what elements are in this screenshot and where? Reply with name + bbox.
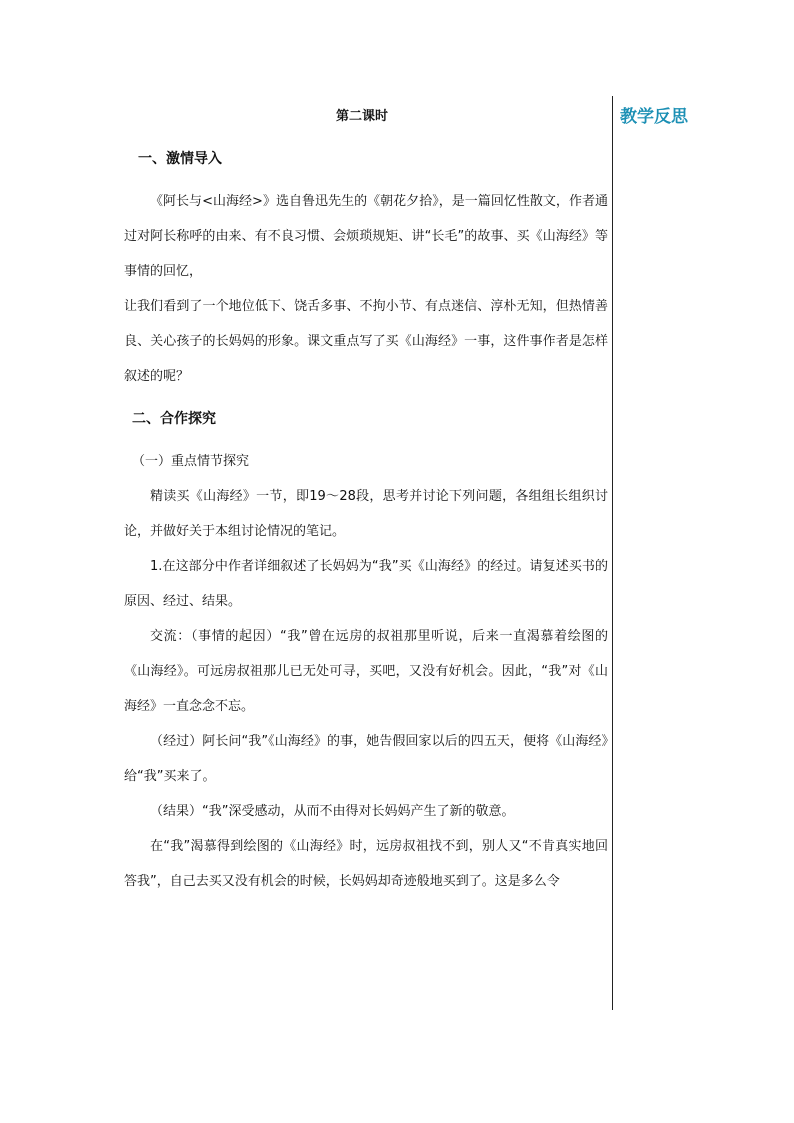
answer-process: （经过）阿长问“我”《山海经》的事，她告假回家以后的四五天，便将《山海经》给“我”买来了。 bbox=[124, 734, 608, 784]
intro-paragraph-2: 让我们看到了一个地位低下、饶舌多事、不拘小节、有点迷信、淳朴无知，但热情善良、关心孩子的长妈妈的形象。课文重点写了买《山海经》一事，这件事作者是怎样叙述的呢？ bbox=[124, 299, 608, 384]
reflection-column bbox=[620, 102, 780, 127]
answer-cause: 交流：（事情的起因）“我”曾在远房的叔祖那里听说，后来一直渴慕着绘图的《山海经》。可远房叔祖那儿已无处可寻，买吧，又没有好机会。因此，“我”对《山海经》一直念念不忘。 bbox=[124, 629, 608, 714]
question-1: 1.在这部分中作者详细叙述了长妈妈为“我”买《山海经》的经过。请复述买书的原因、经过、结果。 bbox=[124, 559, 608, 609]
analysis-paragraph: 在“我”渴慕得到绘图的《山海经》时，远房叔祖找不到，别人又“不肯真实地回答我”，自己去买又没有机会的时候，长妈妈却奇迹般地买到了。这是多么令 bbox=[124, 839, 608, 889]
subsection-heading-key-plot: （一）重点情节探究 bbox=[132, 454, 250, 469]
lesson-content bbox=[124, 100, 608, 899]
cooperation-paragraph-1: 精读买《山海经》一节，即19～28段，思考并讨论下列问题，各组组长组织讨论，并做好关于本组讨论情况的笔记。 bbox=[124, 489, 608, 539]
answer-result: （结果）“我”深受感动，从而不由得对长妈妈产生了新的敬意。 bbox=[150, 804, 515, 819]
lesson-title: 第二课时 bbox=[335, 109, 388, 124]
section-heading-cooperation: 二、合作探究 bbox=[132, 411, 216, 427]
column-divider bbox=[612, 96, 613, 1010]
reflection-title: 教学反思 bbox=[620, 107, 688, 127]
section-heading-intro: 一、激情导入 bbox=[138, 151, 222, 167]
intro-paragraph-1: 《阿长与<山海经>》选自鲁迅先生的《朝花夕拾》，是一篇回忆性散文，作者通过对阿长称呼的由来、有不良习惯、会烦琐规矩、讲“长毛”的故事、买《山海经》等事情的回忆， bbox=[124, 194, 608, 279]
